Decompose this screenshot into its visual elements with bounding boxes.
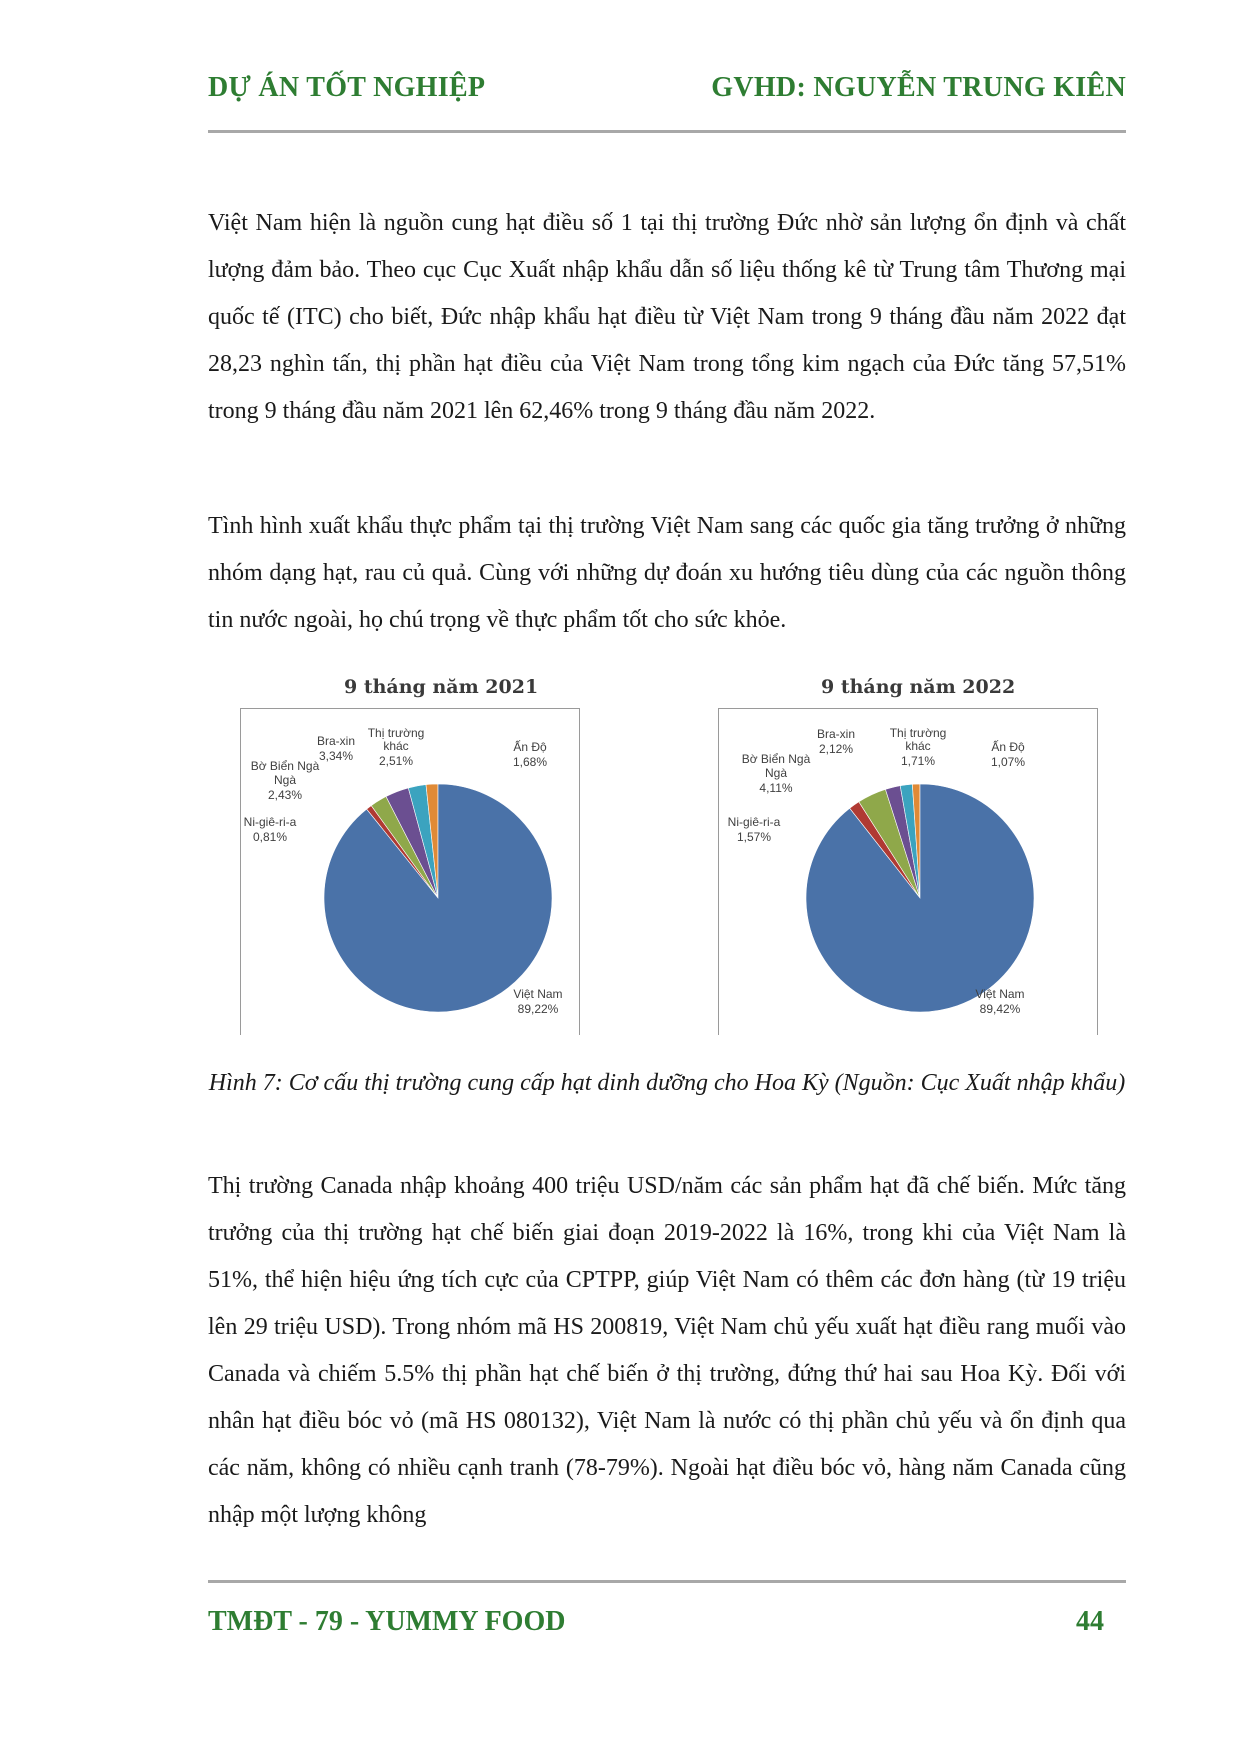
label-ivory-coast-2: Ngà: [273, 773, 297, 787]
value-brazil: 2,12%: [818, 742, 854, 756]
label-ivory-coast: Bờ Biển Ngà: [250, 759, 320, 773]
label-nigeria: Ni-giê-ri-a: [727, 815, 781, 829]
value-nigeria: 0,81%: [252, 830, 288, 844]
label-ivory-coast: Bờ Biển Ngà: [741, 752, 811, 766]
label-other-2: khác: [905, 739, 931, 753]
paragraph-cashew-germany: Việt Nam hiện là nguồn cung hạt điều số 1 tại thị trường Đức nhờ sản lượng ổn định và chất lượng đảm bảo. Theo cục Cục Xuất nhập khẩu dẫn số liệu thống kê từ Trung tâm Thương mại quốc tế (ITC) cho biết, Đức nhập khẩu hạt điều từ Việt Nam trong 9 tháng đầu năm 2022 đạt 28,23 nghìn tấn, thị phần hạt điều của Việt Nam trong tổng kim ngạch của Đức tăng 57,51% trong 9 tháng đầu năm 2021 lên 62,46% trong 9 tháng đầu năm 2022.: [208, 210, 1126, 424]
page-number: 44: [1076, 1606, 1104, 1637]
value-brazil: 3,34%: [318, 749, 354, 763]
value-ivory-coast: 4,11%: [759, 781, 793, 795]
value-nigeria: 1,57%: [736, 830, 772, 844]
label-brazil: Bra-xin: [816, 727, 856, 741]
label-india: Ấn Độ: [513, 740, 547, 754]
pie-slice-vietnam: [806, 784, 1034, 1012]
label-other-1: Thị trường: [367, 726, 425, 740]
label-other-2: khác: [383, 739, 409, 753]
label-brazil: Bra-xin: [316, 734, 356, 748]
paragraph-export-trends: Tình hình xuất khẩu thực phẩm tại thị trường Việt Nam sang các quốc gia tăng trưởng ở những nhóm dạng hạt, rau củ quả. Cùng với những dự đoán xu hướng tiêu dùng của các nguồn thông tin nước ngoài, họ chú trọng về thực phẩm tốt cho sức khỏe.: [208, 513, 1126, 633]
figure-caption: Hình 7: Cơ cấu thị trường cung cấp hạt dinh dưỡng cho Hoa Kỳ (Nguồn: Cục Xuất nhập khẩu): [208, 1070, 1126, 1096]
value-other: 2,51%: [378, 754, 414, 768]
value-vietnam: 89,42%: [979, 1002, 1021, 1016]
chart-title: 9 tháng năm 2022: [821, 676, 1016, 698]
value-ivory-coast: 2,43%: [267, 788, 303, 802]
label-vietnam: Việt Nam: [975, 987, 1025, 1001]
header-divider: [208, 130, 1126, 133]
chart-title: 9 tháng năm 2021: [344, 676, 539, 698]
label-other-1: Thị trường: [889, 726, 947, 740]
header-advisor: GVHD: NGUYỄN TRUNG KIÊN: [711, 72, 1126, 103]
value-other: 1,71%: [900, 754, 936, 768]
paragraph-canada-market: Thị trường Canada nhập khoảng 400 triệu USD/năm các sản phẩm hạt đã chế biến. Mức tăng trưởng của thị trường hạt chế biến giai đoạn 2019-2022 là 16%, trong khi của Việt Nam là 51%, thể hiện hiệu ứng tích cực của CPTPP, giúp Việt Nam có thêm các đơn hàng (từ 19 triệu lên 29 triệu USD). Trong nhóm mã HS 200819, Việt Nam chủ yếu xuất hạt điều rang muối vào Canada và chiếm 5.5% thị phần hạt chế biến ở thị trường, đứng thứ hai sau Hoa Kỳ. Đối với nhân hạt điều bóc vỏ (mã HS 080132), Việt Nam là nước có thị phần chủ yếu và ổn định qua các năm, không có nhiều cạnh tranh (78-79%). Ngoài hạt điều bóc vỏ, hàng năm Canada cũng nhập một lượng không: [208, 1173, 1126, 1528]
pie-svg: [718, 668, 1098, 1038]
value-vietnam: 89,22%: [517, 1002, 559, 1016]
label-ivory-coast-2: Ngà: [764, 766, 788, 780]
footer-divider: [208, 1580, 1126, 1583]
value-india: 1,07%: [990, 755, 1026, 769]
header-project-title: DỰ ÁN TỐT NGHIỆP: [208, 72, 486, 103]
page-footer: [208, 1606, 1126, 1646]
label-vietnam: Việt Nam: [513, 987, 563, 1001]
value-india: 1,68%: [512, 755, 548, 769]
page-header: [208, 72, 1126, 112]
footer-project-name: TMĐT - 79 - YUMMY FOOD: [208, 1606, 566, 1637]
label-india: Ấn Độ: [991, 740, 1025, 754]
label-nigeria: Ni-giê-ri-a: [243, 815, 297, 829]
pie-slice-vietnam: [324, 784, 552, 1012]
pie-svg: [240, 668, 580, 1038]
